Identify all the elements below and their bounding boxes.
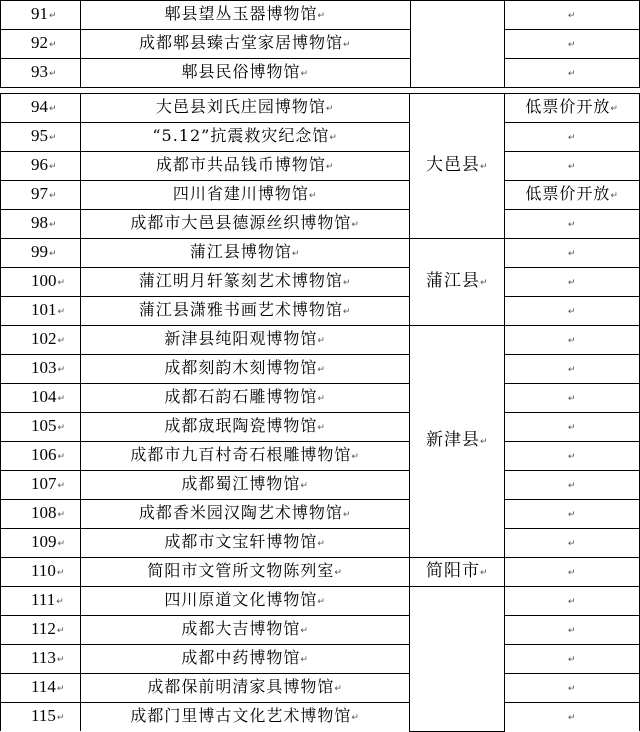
note-cell: ↵ (505, 529, 640, 558)
row-number: 97↵ (1, 181, 81, 210)
row-number: 92↵ (1, 30, 81, 59)
note-cell: ↵ (505, 59, 640, 88)
table-row (1, 181, 640, 210)
paragraph-mark-icon: ↵ (56, 655, 65, 665)
museum-name: 成都郫县臻古堂家居博物馆↵ (80, 30, 410, 59)
district-cell (410, 587, 505, 732)
note-cell: ↵ (505, 326, 640, 355)
table-row (1, 529, 640, 558)
museum-name: 成都市共品钱币博物馆↵ (80, 152, 409, 181)
row-number: 107↵ (1, 471, 81, 500)
row-number: 106↵ (1, 442, 81, 471)
note-cell: ↵ (505, 413, 640, 442)
museum-name: 四川省建川博物馆↵ (80, 181, 409, 210)
table-row (1, 152, 640, 181)
museum-name: 成都保前明清家具博物馆↵ (80, 674, 409, 703)
table-row (1, 30, 640, 59)
table-row (1, 674, 640, 703)
table-row (1, 210, 640, 239)
paragraph-mark-icon: ↵ (57, 452, 66, 462)
museum-name: 成都市九百村奇石根雕博物馆↵ (80, 442, 409, 471)
paragraph-mark-icon: ↵ (49, 220, 57, 230)
district-cell (410, 1, 505, 88)
row-number: 94↵ (1, 94, 81, 123)
row-number: 111↵ (1, 587, 81, 616)
paragraph-mark-icon: ↵ (57, 510, 66, 520)
row-number: 99↵ (1, 239, 81, 268)
note-cell: ↵ (505, 123, 640, 152)
museum-name: 成都香米园汉陶艺术博物馆↵ (80, 500, 409, 529)
row-number: 109↵ (1, 529, 81, 558)
paragraph-mark-icon: ↵ (57, 394, 66, 404)
table-row (1, 326, 640, 355)
table-row (1, 94, 640, 123)
paragraph-mark-icon: ↵ (49, 133, 57, 143)
row-number: 103↵ (1, 355, 81, 384)
paragraph-mark-icon: ↵ (56, 626, 65, 636)
paragraph-mark-icon: ↵ (49, 162, 57, 172)
table-row (1, 471, 640, 500)
note-cell: ↵ (505, 442, 640, 471)
museum-name: 郫县民俗博物馆↵ (80, 59, 410, 88)
row-number: 110↵ (1, 558, 81, 587)
paragraph-mark-icon: ↵ (49, 191, 57, 201)
row-number: 104↵ (1, 384, 81, 413)
district-cell: 简阳市↵ (410, 558, 505, 587)
note-cell: ↵ (505, 239, 640, 268)
table-row (1, 442, 640, 471)
row-number: 102↵ (1, 326, 81, 355)
table-row (1, 384, 640, 413)
paragraph-mark-icon: ↵ (56, 568, 65, 578)
note-cell: 低票价开放↵ (505, 94, 640, 123)
row-number: 101↵ (1, 297, 81, 326)
museum-name: 四川原道文化博物馆↵ (80, 587, 409, 616)
paragraph-mark-icon: ↵ (57, 481, 66, 491)
paragraph-mark-icon: ↵ (57, 336, 66, 346)
table-row (1, 297, 640, 326)
row-number: 113↵ (1, 645, 81, 674)
table-row (1, 59, 640, 88)
row-number: 114↵ (1, 674, 81, 703)
note-cell: ↵ (505, 1, 640, 30)
row-number: 96↵ (1, 152, 81, 181)
row-number: 100↵ (1, 268, 81, 297)
table-row (1, 703, 640, 732)
note-cell: ↵ (505, 268, 640, 297)
museum-name: 成都门里博古文化艺术博物馆↵ (80, 703, 409, 732)
paragraph-mark-icon: ↵ (57, 423, 66, 433)
note-cell: ↵ (505, 616, 640, 645)
paragraph-mark-icon: ↵ (57, 365, 66, 375)
museum-name: 简阳市文管所文物陈列室↵ (80, 558, 409, 587)
paragraph-mark-icon: ↵ (57, 539, 66, 549)
district-cell: 新津县↵ (410, 326, 505, 558)
note-cell: ↵ (505, 587, 640, 616)
note-cell: ↵ (505, 558, 640, 587)
paragraph-mark-icon: ↵ (56, 597, 64, 607)
row-number: 105↵ (1, 413, 81, 442)
table-row (1, 587, 640, 616)
museum-name: 蒲江县潇雅书画艺术博物馆↵ (80, 297, 409, 326)
museum-name: 成都大吉博物馆↵ (80, 616, 409, 645)
note-cell: ↵ (505, 645, 640, 674)
row-number: 98↵ (1, 210, 81, 239)
table-row (1, 500, 640, 529)
row-number: 112↵ (1, 616, 81, 645)
row-number: 93↵ (1, 59, 81, 88)
note-cell: ↵ (505, 30, 640, 59)
museum-name: 成都市大邑县德源丝织博物馆↵ (80, 210, 409, 239)
paragraph-mark-icon: ↵ (56, 713, 65, 723)
paragraph-mark-icon: ↵ (57, 307, 66, 317)
note-cell: ↵ (505, 210, 640, 239)
table-row (1, 355, 640, 384)
museum-name: 成都蜀江博物馆↵ (80, 471, 409, 500)
museum-table-top (0, 0, 640, 88)
museum-name: 成都市文宝轩博物馆↵ (80, 529, 409, 558)
table-row (1, 268, 640, 297)
note-cell: ↵ (505, 703, 640, 732)
museum-name: 蒲江县博物馆↵ (80, 239, 409, 268)
row-number: 91↵ (1, 1, 81, 30)
table-row (1, 1, 640, 30)
paragraph-mark-icon: ↵ (49, 11, 57, 21)
table-row (1, 645, 640, 674)
museum-name: 成都石韵石雕博物馆↵ (80, 384, 409, 413)
table-row (1, 413, 640, 442)
paragraph-mark-icon: ↵ (49, 249, 57, 259)
table-row (1, 123, 640, 152)
note-cell: ↵ (505, 500, 640, 529)
museum-name: “5.12”抗震救灾纪念馆↵ (80, 123, 409, 152)
museum-name: 成都刻韵木刻博物馆↵ (80, 355, 409, 384)
museum-name: 成都中药博物馆↵ (80, 645, 409, 674)
paragraph-mark-icon: ↵ (49, 104, 57, 114)
row-number: 95↵ (1, 123, 81, 152)
district-cell: 大邑县↵ (410, 94, 505, 239)
table-row (1, 616, 640, 645)
museum-name: 大邑县刘氏庄园博物馆↵ (80, 94, 409, 123)
museum-name: 新津县纯阳观博物馆↵ (80, 326, 409, 355)
museum-name: 成都宬珉陶瓷博物馆↵ (80, 413, 409, 442)
note-cell: ↵ (505, 355, 640, 384)
row-number: 115↵ (1, 703, 81, 732)
district-cell: 蒲江县↵ (410, 239, 505, 326)
note-cell: 低票价开放↵ (505, 181, 640, 210)
paragraph-mark-icon: ↵ (57, 278, 66, 288)
table-row (1, 239, 640, 268)
museum-name: 郫县望丛玉器博物馆↵ (80, 1, 410, 30)
note-cell: ↵ (505, 471, 640, 500)
note-cell: ↵ (505, 674, 640, 703)
museum-name: 蒲江明月轩篆刻艺术博物馆↵ (80, 268, 409, 297)
note-cell: ↵ (505, 297, 640, 326)
museum-table (0, 93, 640, 732)
row-number: 108↵ (1, 500, 81, 529)
note-cell: ↵ (505, 384, 640, 413)
note-cell: ↵ (505, 152, 640, 181)
table-row (1, 558, 640, 587)
paragraph-mark-icon: ↵ (56, 684, 65, 694)
